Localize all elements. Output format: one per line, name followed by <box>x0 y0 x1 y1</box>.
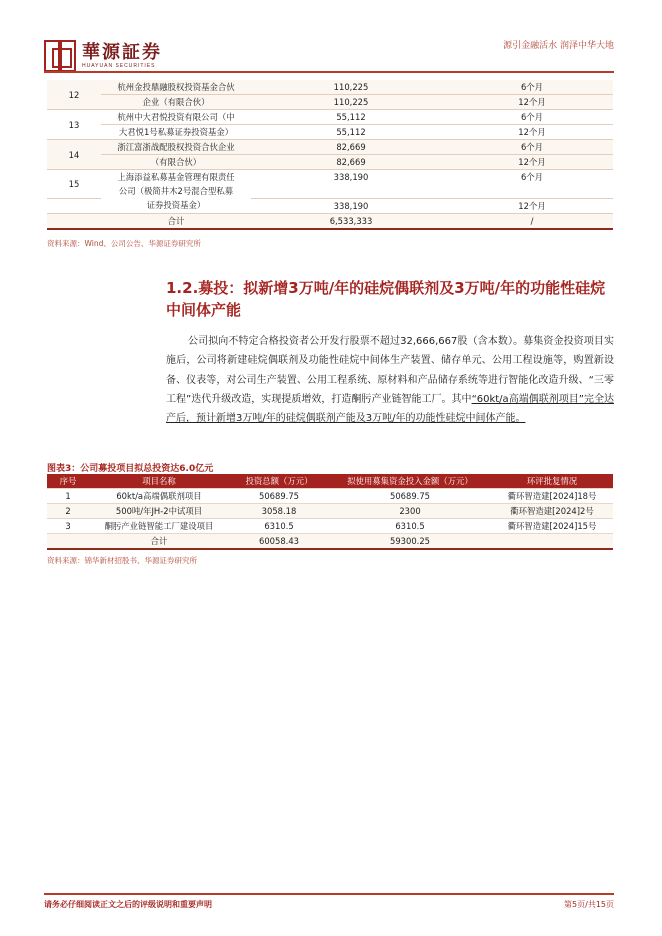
cell-raised-funds: 50689.75 <box>329 489 491 504</box>
paragraph-text: 公司拟向不特定合格投资者公开发行股票不超过32,666,667股（含本数）。募集资金投资项目实施后，公司将新建硅烷偶联剂及功能性硅烷中间体生产装置、储存单元、公用工程设施等，购置新设备、仪表等，对公司生产装置、公用工程系统、原材料和产品储存系统等进行智能化改造升级、“三零工程”迭代升级改造，实现提质增效，打造酮肟产业链智能工厂。其中 <box>166 336 614 405</box>
row-name-line: （有限合伙） <box>101 155 251 170</box>
row-name-line: 杭州中大君悦投资有限公司（中 <box>101 110 251 125</box>
table-total-row <box>47 534 613 550</box>
row-amount: 110,225 <box>251 80 451 95</box>
col-header: 环评批复情况 <box>491 474 613 489</box>
row-seq: 12 <box>47 80 101 110</box>
row-amount: 82,669 <box>251 140 451 155</box>
col-header: 项目名称 <box>89 474 229 489</box>
row-amount: 338,190 <box>251 198 451 213</box>
table-total-row <box>47 213 613 229</box>
cell-project: 500吨/年JH-2中试项目 <box>89 504 229 519</box>
row-seq: 14 <box>47 140 101 170</box>
cell-seq: 3 <box>47 519 89 534</box>
cell-project: 酮肟产业链智能工厂建设项目 <box>89 519 229 534</box>
total-raised-funds: 59300.25 <box>329 534 491 550</box>
cell-seq: 1 <box>47 489 89 504</box>
table-row <box>47 489 613 504</box>
row-name-line: 企业（有限合伙） <box>101 95 251 110</box>
row-name-line: 证券投资基金） <box>101 198 251 213</box>
table-row <box>47 155 613 170</box>
investment-project-table <box>47 474 613 550</box>
row-lock-period: 6个月 <box>451 140 613 155</box>
table-row <box>47 504 613 519</box>
header-divider <box>44 71 614 73</box>
company-logo <box>44 40 162 72</box>
footer-disclaimer: 请务必仔细阅读正文之后的评级说明和重要声明 <box>44 900 212 909</box>
logo-chinese-name: 華源証券 <box>82 41 162 63</box>
row-lock-period: 6个月 <box>451 80 613 95</box>
total-amount: 6,533,333 <box>251 213 451 229</box>
header-slogan: 源引金融活水 润泽中华大地 <box>503 41 614 51</box>
figure-title: 图表3：公司募投项目拟总投资达6.0亿元 <box>47 464 214 474</box>
row-lock-period: 12个月 <box>451 198 613 213</box>
row-amount: 82,669 <box>251 155 451 170</box>
table-row <box>47 125 613 140</box>
section-heading: 1.2.募投：拟新增3万吨/年的硅烷偶联剂及3万吨/年的功能性硅烷中间体产能 <box>166 279 606 319</box>
cell-eia-approval: 衢环智造建[2024]18号 <box>491 489 613 504</box>
table-header-row <box>47 474 613 489</box>
paragraph-underlined-text: “60kt/a高端偶联剂项目”完全达产后，预计新增3万吨/年的硅烷偶联剂产能及3万吨/年的功能性硅烷中间体产能。 <box>166 393 614 425</box>
cell-raised-funds: 2300 <box>329 504 491 519</box>
row-lock-period: 12个月 <box>451 125 613 140</box>
total-label: 合计 <box>89 534 229 550</box>
row-amount: 55,112 <box>251 110 451 125</box>
row-lock-period: 12个月 <box>451 95 613 110</box>
body-paragraph <box>166 332 614 428</box>
row-name-line: 公司（极简井木2号混合型私募 <box>118 186 234 196</box>
row-name-line: 大君悦1号私募证券投资基金） <box>101 125 251 140</box>
row-lock-period: 6个月 <box>451 170 613 199</box>
row-amount: 338,190 <box>251 170 451 199</box>
table-row <box>47 110 613 125</box>
row-lock-period: 6个月 <box>451 110 613 125</box>
col-header: 投资总额（万元） <box>229 474 329 489</box>
cell-seq: 2 <box>47 504 89 519</box>
table-row <box>47 140 613 155</box>
shareholder-table <box>47 80 613 230</box>
page-number: 第5页/共15页 <box>564 900 614 909</box>
total-label: 合计 <box>101 213 251 229</box>
total-lock-period: / <box>451 213 613 229</box>
source-note: 资料来源：Wind、公司公告、华源证券研究所 <box>47 239 201 248</box>
cell-total-investment: 6310.5 <box>229 519 329 534</box>
cell-eia-approval: 衢环智造建[2024]15号 <box>491 519 613 534</box>
row-seq: 15 <box>47 170 101 199</box>
col-header: 序号 <box>47 474 89 489</box>
table-row <box>47 198 613 213</box>
row-name-line: 浙江富浙战配股权投资合伙企业 <box>101 140 251 155</box>
row-amount: 55,112 <box>251 125 451 140</box>
cell-total-investment: 3058.18 <box>229 504 329 519</box>
table-row <box>47 170 613 185</box>
footer-divider <box>44 893 614 895</box>
total-investment: 60058.43 <box>229 534 329 550</box>
cell-project: 60kt/a高端偶联剂项目 <box>89 489 229 504</box>
cell-total-investment: 50689.75 <box>229 489 329 504</box>
table-row <box>47 80 613 95</box>
total-eia <box>491 534 613 550</box>
table-row <box>47 95 613 110</box>
row-seq: 13 <box>47 110 101 140</box>
row-name-line: 杭州金投鼎融股权投资基金合伙 <box>101 80 251 95</box>
cell-raised-funds: 6310.5 <box>329 519 491 534</box>
cell-eia-approval: 衢环智造建[2024]2号 <box>491 504 613 519</box>
row-name-line: 上海添益私募基金管理有限责任 <box>117 172 235 182</box>
col-header: 拟使用募集资金投入金额（万元） <box>329 474 491 489</box>
logo-english-name: HUAYUAN SECURITIES <box>82 62 156 69</box>
row-lock-period: 12个月 <box>451 155 613 170</box>
logo-icon <box>44 40 76 72</box>
source-note: 资料来源：锦华新材招股书、华源证券研究所 <box>47 556 197 565</box>
table-row <box>47 519 613 534</box>
row-amount: 110,225 <box>251 95 451 110</box>
